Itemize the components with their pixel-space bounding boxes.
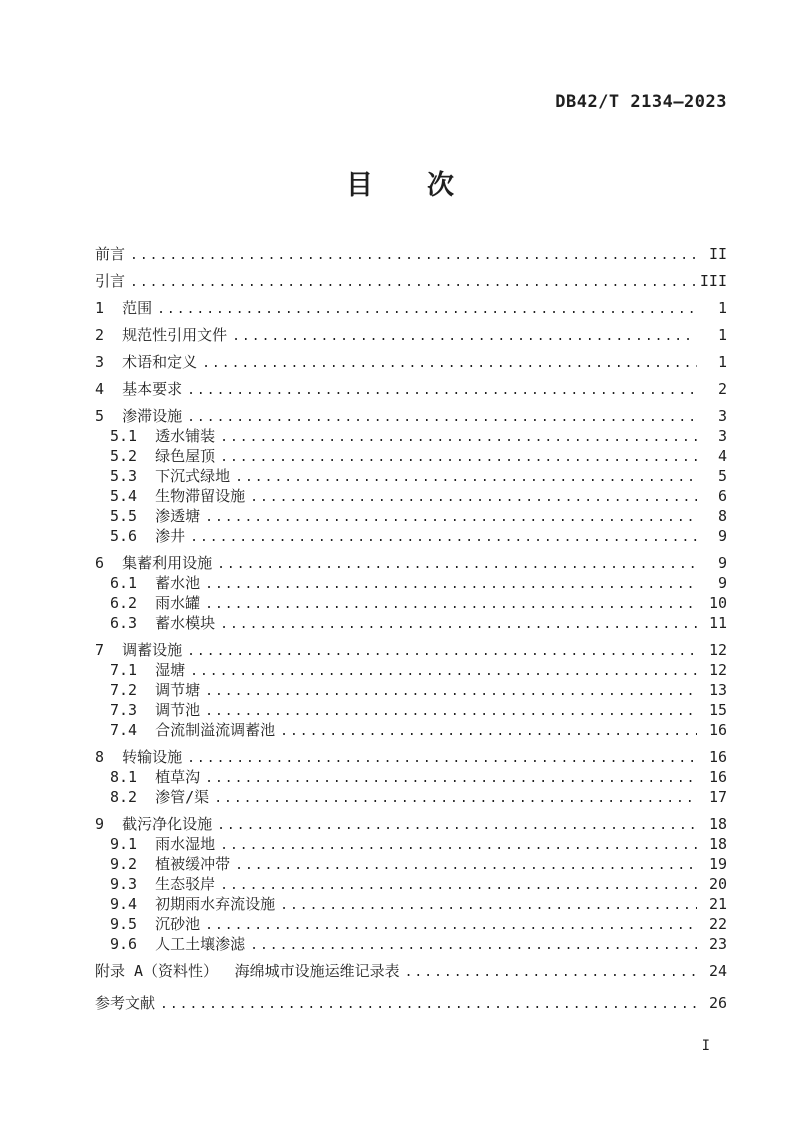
dot-leader xyxy=(205,575,697,595)
dot-leader xyxy=(220,615,697,635)
toc-entry xyxy=(95,874,727,894)
toc-entry xyxy=(95,325,727,345)
toc-entry-label: 9.1 雨水湿地 xyxy=(110,835,216,853)
toc-entry xyxy=(95,961,727,981)
toc-entry-page: 9 xyxy=(717,527,727,545)
toc-entry-label: 5.6 渗井 xyxy=(110,527,186,545)
toc-entry-label: 1 范围 xyxy=(95,299,153,317)
dot-leader xyxy=(280,896,697,916)
toc-entry-label: 7.2 调节塘 xyxy=(110,681,201,699)
toc-entry-label: 8 转输设施 xyxy=(95,748,183,766)
toc-entry-label: 6.1 蓄水池 xyxy=(110,574,201,592)
dot-leader xyxy=(220,876,697,896)
dot-leader xyxy=(187,749,697,769)
toc-entry-label: 6.2 雨水罐 xyxy=(110,594,201,612)
toc-entry-page: 12 xyxy=(708,661,727,679)
toc-entry-page: 15 xyxy=(708,701,727,719)
toc-entry xyxy=(95,747,727,767)
toc-entry-page: 13 xyxy=(708,681,727,699)
toc-entry-label: 4 基本要求 xyxy=(95,380,183,398)
toc-entry-page: 16 xyxy=(708,721,727,739)
toc-entry-label: 9.6 人工土壤渗滤 xyxy=(110,935,246,953)
dot-leader xyxy=(157,300,697,320)
dot-leader xyxy=(187,408,697,428)
dot-leader xyxy=(187,381,697,401)
toc-entry-page: 4 xyxy=(717,447,727,465)
toc-entry xyxy=(95,767,727,787)
toc-entry xyxy=(95,573,727,593)
toc-entry-page: 3 xyxy=(717,427,727,445)
toc-entry-page: 9 xyxy=(717,554,727,572)
toc-entry xyxy=(95,854,727,874)
dot-leader xyxy=(187,642,697,662)
dot-leader xyxy=(160,995,697,1015)
toc-entry xyxy=(95,640,727,660)
toc-entry xyxy=(95,934,727,954)
toc-entry-label: 7.3 调节池 xyxy=(110,701,201,719)
toc-entry-page: 1 xyxy=(717,299,727,317)
folio-page-number: I xyxy=(701,1038,710,1054)
toc-entry-label: 6 集蓄利用设施 xyxy=(95,554,213,572)
toc-entry xyxy=(95,680,727,700)
toc-entry-page: 24 xyxy=(708,962,727,980)
toc-entry-page: 2 xyxy=(717,380,727,398)
toc-entry-label: 9.2 植被缓冲带 xyxy=(110,855,231,873)
toc-entry-label: 7.1 湿塘 xyxy=(110,661,186,679)
toc-entry-page: 3 xyxy=(717,407,727,425)
toc-entry xyxy=(95,271,727,291)
dot-leader xyxy=(130,246,697,266)
page-title: 目 次 xyxy=(346,170,454,201)
toc-entry xyxy=(95,613,727,633)
toc-entry-page: 23 xyxy=(708,935,727,953)
toc-entry-label: 3 术语和定义 xyxy=(95,353,198,371)
dot-leader xyxy=(205,702,697,722)
toc-entry xyxy=(95,553,727,573)
dot-leader xyxy=(217,555,697,575)
toc-entry-page: 21 xyxy=(708,895,727,913)
toc-entry-label: 前言 xyxy=(95,245,126,263)
toc-entry-label: 附录 A（资料性） 海绵城市设施运维记录表 xyxy=(95,962,400,980)
toc-entry xyxy=(95,506,727,526)
toc-entry-page: 1 xyxy=(717,353,727,371)
toc-entry xyxy=(95,593,727,613)
toc-entry-page: III xyxy=(699,272,727,290)
dot-leader xyxy=(235,468,697,488)
toc-entry xyxy=(95,720,727,740)
toc-entry-page: 9 xyxy=(717,574,727,592)
toc-entry xyxy=(95,466,727,486)
toc-entry-label: 9 截污净化设施 xyxy=(95,815,213,833)
toc-entry-page: 22 xyxy=(708,915,727,933)
toc-entry xyxy=(95,526,727,546)
toc-entry-page: 11 xyxy=(708,614,727,632)
dot-leader xyxy=(250,488,697,508)
dot-leader xyxy=(235,856,697,876)
dot-leader xyxy=(232,327,697,347)
toc-entry xyxy=(95,486,727,506)
toc-entry xyxy=(95,993,727,1013)
toc-entry-label: 6.3 蓄水模块 xyxy=(110,614,216,632)
toc-entry-label: 参考文献 xyxy=(95,994,156,1012)
toc-entry-label: 9.4 初期雨水弃流设施 xyxy=(110,895,276,913)
toc-entry xyxy=(95,352,727,372)
toc-entry-page: 17 xyxy=(708,788,727,806)
toc-entry xyxy=(95,379,727,399)
dot-leader xyxy=(190,662,697,682)
dot-leader xyxy=(205,682,697,702)
toc-entry-page: II xyxy=(708,245,727,263)
dot-leader xyxy=(205,769,697,789)
toc-entry-page: 20 xyxy=(708,875,727,893)
toc-entry-label: 9.5 沉砂池 xyxy=(110,915,201,933)
toc-entry xyxy=(95,814,727,834)
dot-leader xyxy=(280,722,697,742)
toc-entry-page: 8 xyxy=(717,507,727,525)
toc-entry-label: 2 规范性引用文件 xyxy=(95,326,228,344)
dot-leader xyxy=(205,595,697,615)
toc-entry-page: 1 xyxy=(717,326,727,344)
toc-entry-label: 5.5 渗透塘 xyxy=(110,507,201,525)
toc-entry-label: 9.3 生态驳岸 xyxy=(110,875,216,893)
toc-entry xyxy=(95,298,727,318)
dot-leader xyxy=(220,448,697,468)
toc-entry xyxy=(95,406,727,426)
toc-entry xyxy=(95,446,727,466)
toc-entry-label: 8.1 植草沟 xyxy=(110,768,201,786)
toc-entry-label: 8.2 渗管/渠 xyxy=(110,788,210,806)
dot-leader xyxy=(202,354,697,374)
toc-entry xyxy=(95,787,727,807)
dot-leader xyxy=(405,963,697,983)
dot-leader xyxy=(217,816,697,836)
toc-entry xyxy=(95,834,727,854)
toc-entry-page: 6 xyxy=(717,487,727,505)
toc-entry-label: 5 渗滞设施 xyxy=(95,407,183,425)
toc-entry-page: 5 xyxy=(717,467,727,485)
toc-entry xyxy=(95,660,727,680)
toc-entry-page: 19 xyxy=(708,855,727,873)
toc-entry xyxy=(95,914,727,934)
toc-entry-page: 26 xyxy=(708,994,727,1012)
toc-entry-label: 7 调蓄设施 xyxy=(95,641,183,659)
toc-entry-label: 5.1 透水铺装 xyxy=(110,427,216,445)
toc-entry xyxy=(95,894,727,914)
dot-leader xyxy=(214,789,697,809)
toc-entry-label: 5.3 下沉式绿地 xyxy=(110,467,231,485)
dot-leader xyxy=(205,916,697,936)
dot-leader xyxy=(205,508,697,528)
toc-entry xyxy=(95,244,727,264)
dot-leader xyxy=(220,428,697,448)
table-of-contents xyxy=(95,244,727,1013)
toc-entry-label: 5.2 绿色屋顶 xyxy=(110,447,216,465)
toc-entry-page: 10 xyxy=(708,594,727,612)
toc-entry-label: 7.4 合流制溢流调蓄池 xyxy=(110,721,276,739)
toc-entry-page: 16 xyxy=(708,768,727,786)
toc-entry-page: 18 xyxy=(708,835,727,853)
toc-entry-label: 引言 xyxy=(95,272,126,290)
document-code: DB42/T 2134—2023 xyxy=(555,92,727,112)
dot-leader xyxy=(130,273,697,293)
dot-leader xyxy=(220,836,697,856)
toc-entry xyxy=(95,426,727,446)
toc-entry xyxy=(95,700,727,720)
dot-leader xyxy=(250,936,697,956)
toc-entry-page: 16 xyxy=(708,748,727,766)
toc-entry-page: 18 xyxy=(708,815,727,833)
toc-entry-page: 12 xyxy=(708,641,727,659)
toc-entry-label: 5.4 生物滞留设施 xyxy=(110,487,246,505)
dot-leader xyxy=(190,528,697,548)
